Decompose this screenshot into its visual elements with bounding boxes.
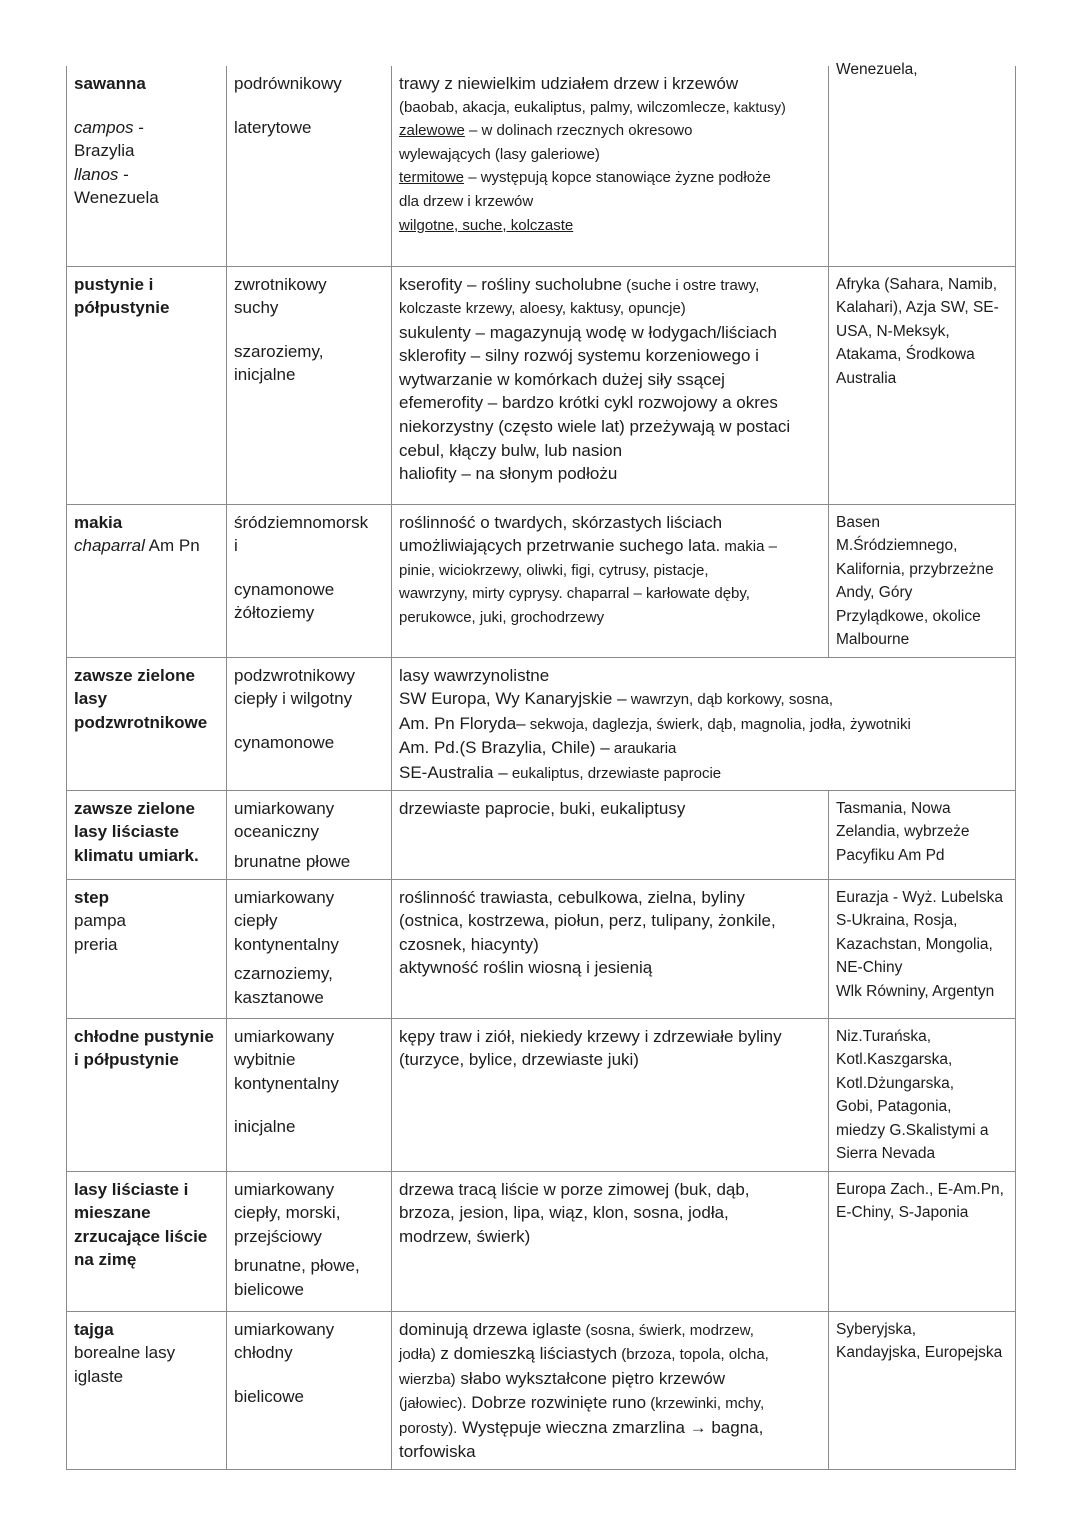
climate: umiarkowany [234, 1026, 335, 1046]
climate-cell [227, 790, 392, 879]
alias-region: Wenezuela [74, 188, 159, 208]
vegetation-line: trawy z niewielkim udziałem drzew i krzewów [399, 74, 739, 93]
regions-line: Pacyfiku Am Pd [836, 846, 945, 864]
biome-alias: pampa [74, 911, 126, 931]
vegetation-cell [392, 657, 1016, 790]
climate: suchy [234, 298, 279, 318]
biome-name: zawsze zielone [74, 665, 195, 685]
climate: i [234, 536, 238, 556]
vegetation-line: cebul, kłączy bulw, lub nasion [399, 440, 623, 460]
biome-name: półpustynie [74, 298, 170, 318]
regions-cell [829, 879, 1016, 1018]
biome-name: lasy liściaste i [74, 1179, 189, 1199]
vegetation-line: araukaria [609, 740, 677, 758]
alias-suffix: Am Pn [144, 536, 200, 556]
vegetation-line: lasy wawrzynolistne [399, 665, 550, 685]
biome-alias: llanos [74, 164, 119, 184]
climate: śródziemnomorsk [234, 512, 369, 532]
climate: kontynentalny [234, 934, 339, 954]
alias-region: Brazylia [74, 141, 135, 161]
biome-alias: chaparral [74, 536, 145, 556]
vegetation-line: (krzewinki, mchy, [646, 1395, 765, 1413]
vegetation-line: eukaliptus, drzewiaste paprocie [507, 764, 722, 782]
vegetation-line: dla drzew i krzewów [399, 192, 534, 210]
regions-line: Niz.Turańska, [836, 1027, 932, 1045]
vegetation-line: niekorzystny (często wiele lat) przeżywają w postaci [399, 417, 791, 437]
climate: podrównikowy [234, 74, 342, 93]
climate: podzwrotnikowy [234, 665, 355, 685]
vegetation-line: jodła) [399, 1346, 436, 1364]
vegetation-line: (brzoza, topola, olcha, [617, 1346, 769, 1364]
vegetation-line: roślinność trawiasta, cebulkowa, zielna, byliny [399, 887, 745, 907]
vegetation-cell [392, 790, 829, 879]
vegetation-cell [392, 1311, 829, 1469]
vegetation-line: torfowiska [399, 1442, 476, 1462]
climate: ciepły i wilgotny [234, 689, 353, 709]
biome-name: klimatu umiark. [74, 845, 199, 865]
vegetation-line: drzewiaste paprocie, buki, eukaliptusy [399, 798, 686, 818]
table-row-step [67, 879, 1016, 1018]
vegetation-line: modrzew, świerk) [399, 1226, 531, 1246]
regions-cell [829, 1018, 1016, 1171]
biome-name: makia [74, 512, 123, 532]
regions-line: Europa Zach., E-Am.Pn, [836, 1180, 1004, 1198]
biome-name-cell [67, 1171, 227, 1311]
biomes-table [66, 61, 1016, 1470]
vegetation-line: Występuje wieczna zmarzlina → bagna, [457, 1417, 764, 1437]
vegetation-line: dominują drzewa iglaste [399, 1319, 582, 1339]
biome-name: tajga [74, 1319, 114, 1339]
vegetation-term: wilgotne, suche, kolczaste [399, 216, 574, 234]
soil: szaroziemy, [234, 341, 324, 361]
table-row-chlodne-pustynie [67, 1018, 1016, 1171]
biome-name-cell [67, 66, 227, 266]
climate-cell [227, 1171, 392, 1311]
soil: inicjalne [234, 1117, 296, 1137]
biome-name-cell [67, 790, 227, 879]
vegetation-term: zalewowe [399, 122, 465, 140]
climate-cell [227, 504, 392, 657]
climate: chłodny [234, 1343, 293, 1363]
regions-line: Sierra Nevada [836, 1145, 936, 1163]
regions-cell [829, 1171, 1016, 1311]
vegetation-line: pinie, wiciokrzewy, oliwki, figi, cytrusy, pistacje, [399, 561, 709, 579]
alias-suffix: - [133, 117, 144, 137]
vegetation-cell [392, 1171, 829, 1311]
regions-line: NE-Chiny [836, 959, 903, 977]
regions-line: Kandayjska, Europejska [836, 1344, 1003, 1362]
vegetation-term: termitowe [399, 169, 465, 187]
regions-line: Atakama, Środkowa [836, 346, 975, 364]
vegetation-line: roślinność o twardych, skórzastych liściach [399, 512, 723, 532]
soil: bielicowe [234, 1386, 304, 1406]
climate: ciepły [234, 911, 278, 931]
vegetation-line: drzewa tracą liście w porze zimowej (buk, dąb, [399, 1179, 750, 1199]
vegetation-line: – występują kopce stanowiące żyzne podłoże [464, 169, 771, 187]
soil: czarnoziemy, [234, 964, 333, 984]
vegetation-line: z domieszką liściastych [435, 1344, 618, 1364]
vegetation-line: – w dolinach rzecznych okresowo [464, 122, 693, 140]
regions-line: S-Ukraina, Rosja, [836, 912, 958, 930]
climate: ciepły, morski, [234, 1203, 341, 1223]
vegetation-line: wawrzyn, dąb korkowy, sosna, [626, 691, 834, 709]
soil: kasztanowe [234, 987, 324, 1007]
biome-name: zrzucające liście [74, 1226, 208, 1246]
table-row-lasy-podzwrotnikowe [67, 657, 1016, 790]
vegetation-cell [392, 266, 829, 504]
table-row-tajga [67, 1311, 1016, 1469]
vegetation-line: słabo wykształcone piętro krzewów [455, 1368, 725, 1388]
vegetation-line: brzoza, jesion, lipa, wiąz, klon, sosna, jodła, [399, 1203, 729, 1223]
biome-name-cell [67, 1018, 227, 1171]
biome-name: mieszane [74, 1203, 151, 1223]
regions-line: E-Chiny, S-Japonia [836, 1204, 969, 1222]
soil: brunatne płowe [234, 851, 351, 871]
vegetation-line: haliofity – na słonym podłożu [399, 464, 618, 484]
vegetation-line: efemerofity – bardzo krótki cykl rozwojowy a okres [399, 393, 778, 413]
climate-cell [227, 1018, 392, 1171]
biome-name: step [74, 887, 109, 907]
vegetation-line: wylewających (lasy galeriowe) [399, 145, 600, 163]
regions-line: USA, N-Meksyk, [836, 322, 950, 340]
vegetation-line: Am. Pn Floryda– [399, 713, 526, 733]
regions-line: Kotl.Dżungarska, [836, 1074, 955, 1092]
soil: cynamonowe [234, 579, 335, 599]
climate: wybitnie [234, 1050, 296, 1070]
biome-name: lasy [74, 689, 108, 709]
biome-alias: borealne lasy [74, 1343, 176, 1363]
vegetation-line: perukowce, juki, grochodrzewy [399, 608, 605, 626]
climate: umiarkowany [234, 798, 335, 818]
vegetation-cell [392, 66, 829, 266]
climate: umiarkowany [234, 1319, 335, 1339]
regions-line: miedzy G.Skalistymi a [836, 1121, 989, 1139]
regions-line: Przylądkowe, okolice [836, 607, 981, 625]
soil: cynamonowe [234, 732, 335, 752]
vegetation-line: makia – [720, 538, 777, 556]
vegetation-line: (jałowiec). [399, 1395, 467, 1413]
vegetation-line: kaktusy) [729, 98, 786, 115]
climate: przejściowy [234, 1226, 322, 1246]
regions-line: M.Śródziemnego, [836, 537, 958, 555]
vegetation-line: sekwoja, daglezja, świerk, dąb, magnolia, jodła, żywotniki [525, 715, 911, 733]
regions-line: Australia [836, 369, 897, 387]
regions-cell [829, 61, 1016, 266]
vegetation-line: wawrzyny, mirty cyprysy. chaparral – karłowate dęby, [399, 585, 750, 603]
vegetation-cell [392, 504, 829, 657]
biome-name: sawanna [74, 74, 146, 93]
regions-line: Afryka (Sahara, Namib, [836, 275, 998, 293]
vegetation-cell [392, 879, 829, 1018]
biome-name-cell [67, 657, 227, 790]
soil: inicjalne [234, 365, 296, 385]
climate-cell [227, 879, 392, 1018]
climate-cell [227, 266, 392, 504]
climate: kontynentalny [234, 1073, 339, 1093]
vegetation-line: kępy traw i ziół, niekiedy krzewy i zdrzewiałe byliny [399, 1026, 782, 1046]
vegetation-line: (ostnica, kostrzewa, piołun, perz, tulipany, żonkile, [399, 911, 776, 931]
regions-line: Andy, Góry [836, 584, 913, 602]
vegetation-line: (baobab, akacja, eukaliptus, palmy, wilczomlecze, [399, 98, 730, 116]
soil: bielicowe [234, 1279, 304, 1299]
regions-line: Gobi, Patagonia, [836, 1098, 952, 1116]
regions-line: Kazachstan, Mongolia, [836, 935, 993, 953]
regions-cell [829, 266, 1016, 504]
vegetation-line: sukulenty – magazynują wodę w łodygach/liściach [399, 322, 777, 342]
table-row-makia [67, 504, 1016, 657]
climate: umiarkowany [234, 1179, 335, 1199]
regions-line: Kalifornia, przybrzeżne [836, 560, 994, 578]
regions-line: Kalahari), Azja SW, SE- [836, 299, 999, 317]
biome-alias: campos [74, 117, 134, 137]
climate-cell [227, 657, 392, 790]
vegetation-line: kserofity – rośliny sucholubne [399, 274, 623, 294]
alias-suffix: - [118, 164, 129, 184]
table-row-pustynie [67, 266, 1016, 504]
soil: żółtoziemy [234, 603, 315, 623]
vegetation-line: porosty). [399, 1419, 458, 1437]
biome-alias: preria [74, 934, 118, 954]
vegetation-line: kolczaste krzewy, aloesy, kaktusy, opuncje) [399, 300, 686, 318]
table-row-lasy-mieszane [67, 1171, 1016, 1311]
biome-alias: iglaste [74, 1366, 124, 1386]
biome-name: lasy liściaste [74, 822, 179, 842]
table-row-lasy-lisciaste-umiark [67, 790, 1016, 879]
biome-name-cell [67, 1311, 227, 1469]
biome-name: zawsze zielone [74, 798, 195, 818]
climate-cell [227, 66, 392, 266]
biome-name-cell [67, 879, 227, 1018]
vegetation-cell [392, 1018, 829, 1171]
biome-name: na zimę [74, 1250, 137, 1270]
regions-line: Kotl.Kaszgarska, [836, 1051, 953, 1069]
vegetation-line: aktywność roślin wiosną i jesienią [399, 958, 653, 978]
climate: oceaniczny [234, 822, 320, 842]
climate-cell [227, 1311, 392, 1469]
regions-line: Zelandia, wybrzeże [836, 823, 970, 841]
climate: umiarkowany [234, 887, 335, 907]
biome-name: chłodne pustynie [74, 1026, 214, 1046]
regions-cell [829, 504, 1016, 657]
regions-line: Wlk Równiny, Argentyn [836, 982, 995, 1000]
biome-name-cell [67, 266, 227, 504]
regions-line: Tasmania, Nowa [836, 799, 951, 817]
biome-name: pustynie i [74, 274, 154, 294]
climate: zwrotnikowy [234, 274, 327, 294]
vegetation-line: SE-Australia – [399, 762, 508, 782]
vegetation-line: (suche i ostre trawy, [622, 276, 760, 294]
biome-name: podzwrotnikowe [74, 712, 208, 732]
regions-line: Basen [836, 513, 880, 531]
regions: Wenezuela, [836, 61, 918, 78]
regions-line: Malbourne [836, 631, 910, 649]
regions-line: Eurazja - Wyż. Lubelska [836, 888, 1003, 906]
vegetation-line: Am. Pd.(S Brazylia, Chile) – [399, 738, 610, 758]
vegetation-line: wierzba) [399, 1370, 456, 1388]
soil: laterytowe [234, 117, 312, 137]
vegetation-line: Dobrze rozwinięte runo [466, 1393, 647, 1413]
vegetation-line: umożliwiających przetrwanie suchego lata. [399, 536, 721, 556]
vegetation-line: SW Europa, Wy Kanaryjskie – [399, 689, 627, 709]
table-row-sawanna [67, 66, 1016, 266]
biome-name: i półpustynie [74, 1050, 179, 1070]
vegetation-line: (turzyce, bylice, drzewiaste juki) [399, 1050, 639, 1070]
vegetation-line: czosnek, hiacynty) [399, 934, 539, 954]
regions-cell [829, 1311, 1016, 1469]
regions-cell [829, 790, 1016, 879]
regions-line: Syberyjska, [836, 1320, 917, 1338]
vegetation-line: wytwarzanie w komórkach dużej siły ssącej [399, 369, 725, 389]
soil: brunatne, płowe, [234, 1256, 360, 1276]
vegetation-line: sklerofity – silny rozwój systemu korzeniowego i [399, 346, 759, 366]
vegetation-line: (sosna, świerk, modrzew, [581, 1321, 754, 1339]
biome-name-cell [67, 504, 227, 657]
